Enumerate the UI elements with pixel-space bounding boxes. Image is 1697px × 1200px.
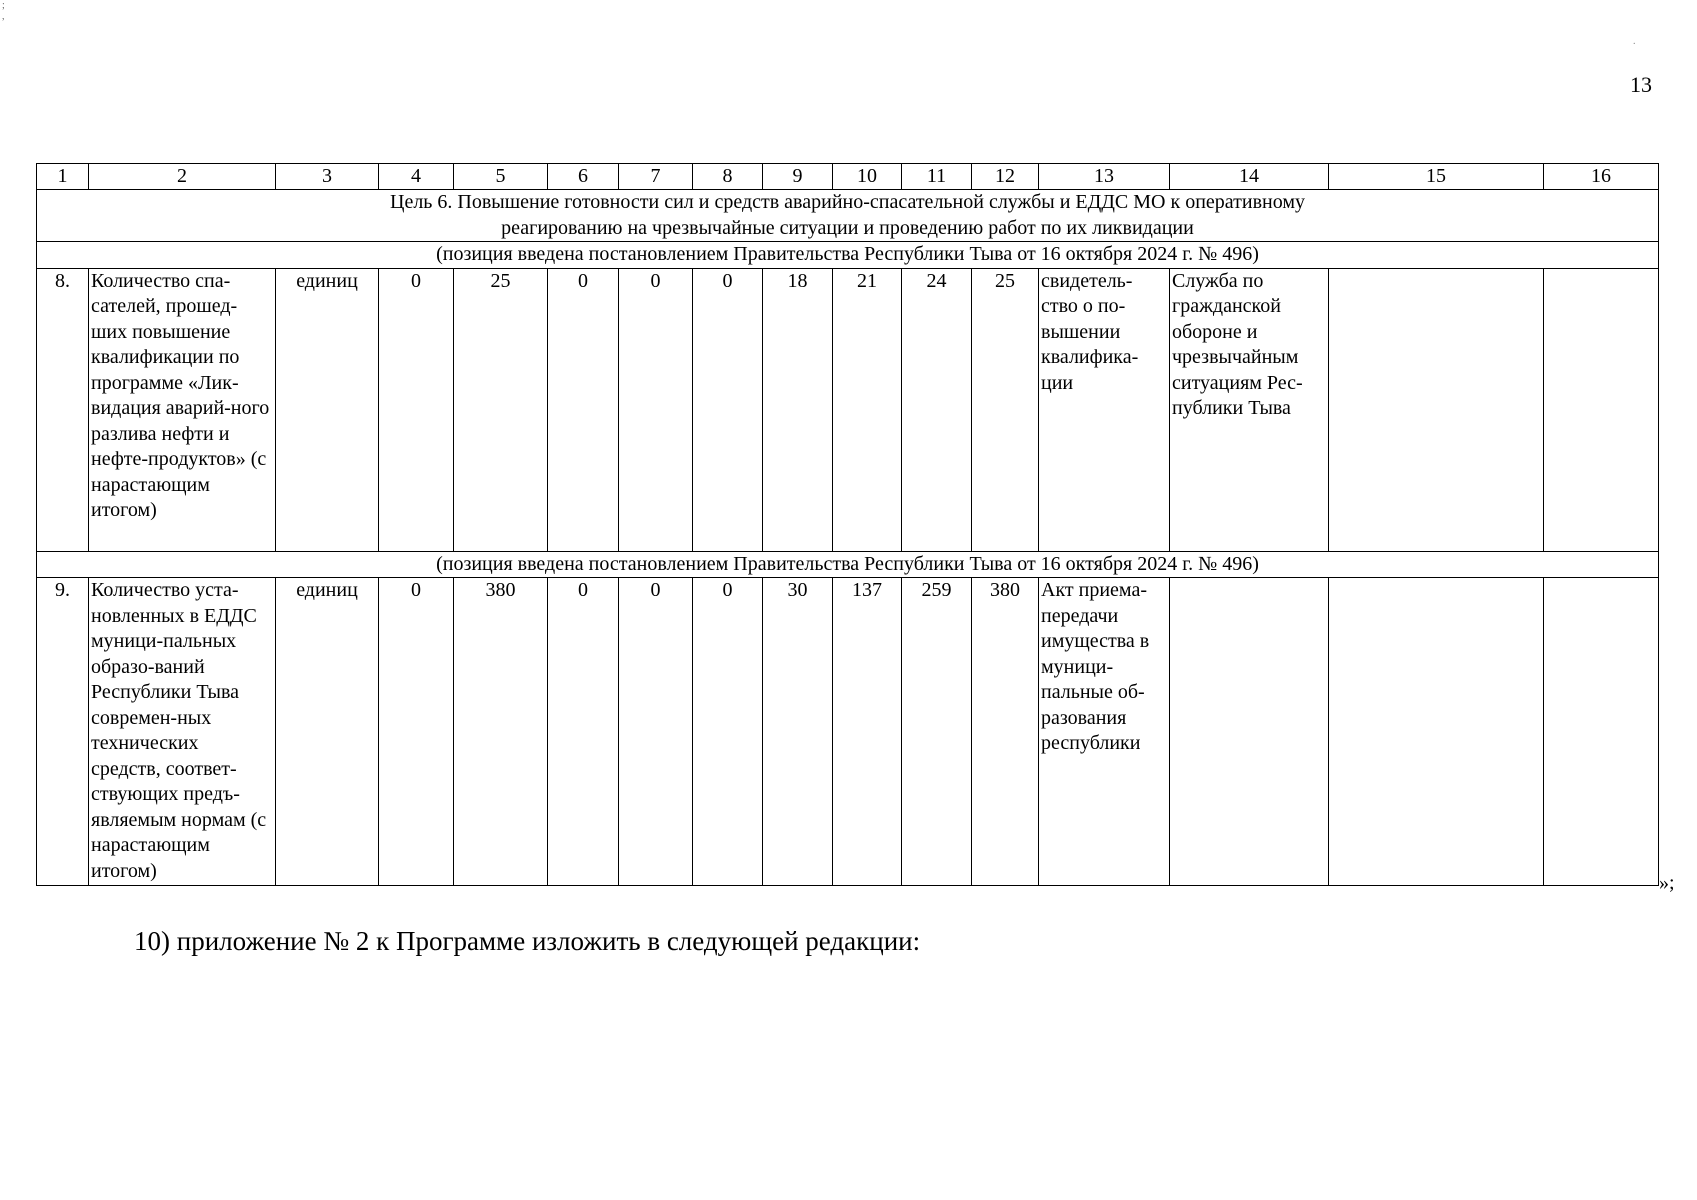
header-row <box>37 164 1659 190</box>
closing-quote: »; <box>1659 872 1675 894</box>
column-15-cell <box>1329 578 1544 886</box>
header-cell: 15 <box>1329 164 1544 190</box>
source-document: Акт приема-передачи имущества в муници-пальные об-разования республики <box>1039 578 1170 886</box>
value-cell: 0 <box>379 578 454 886</box>
table-row <box>37 268 1659 551</box>
row-number: 9. <box>37 578 89 886</box>
indicator-name: Количество спа-сателей, прошед-ших повышение квалификации по программе «Лик-видация аварий-ного разлива нефти и нефте-продуктов» (с нарастающим итогом) <box>89 268 276 551</box>
value-cell: 0 <box>379 268 454 551</box>
goal-cell <box>37 190 1659 242</box>
unit: единиц <box>276 268 379 551</box>
column-15-cell <box>1329 268 1544 551</box>
value-cell: 0 <box>693 268 763 551</box>
value-cell: 18 <box>763 268 833 551</box>
header-cell: 5 <box>454 164 548 190</box>
unit: единиц <box>276 578 379 886</box>
header-cell: 3 <box>276 164 379 190</box>
value-cell: 380 <box>454 578 548 886</box>
value-cell: 137 <box>833 578 902 886</box>
header-cell: 7 <box>619 164 693 190</box>
goal-line-1: Цель 6. Повышение готовности сил и средств аварийно-спасательной службы и ЕДДС МО к оперативному <box>390 191 1305 213</box>
value-cell: 0 <box>548 268 619 551</box>
amendment-note-row <box>37 551 1659 578</box>
page-number: 13 <box>1630 72 1652 97</box>
header-cell: 10 <box>833 164 902 190</box>
value-cell: 25 <box>454 268 548 551</box>
source-document: свидетель-ство о по-вышении квалифика-ции <box>1039 268 1170 551</box>
value-cell: 0 <box>619 268 693 551</box>
amendment-note: (позиция введена постановлением Правительства Республики Тыва от 16 октября 2024 г. № 496) <box>37 242 1659 269</box>
indicator-name: Количество уста-новленных в ЕДДС муници-пальных образо-ваний Республики Тыва современ-ных технических средств, соответ-ствующих предъ-являемым нормам (с нарастающим итогом) <box>89 578 276 886</box>
scan-dot: . <box>1633 36 1636 47</box>
header-cell: 6 <box>548 164 619 190</box>
goal-line-2: реагированию на чрезвычайные ситуации и проведению работ по их ликвидации <box>501 216 1194 239</box>
row-number: 8. <box>37 268 89 551</box>
goal-row <box>37 190 1659 242</box>
value-cell: 380 <box>972 578 1039 886</box>
program-indicators-table <box>36 163 1659 886</box>
responsible-body: Служба по гражданской обороне и чрезвычайным ситуациям Рес-публики Тыва <box>1170 268 1329 551</box>
header-cell: 13 <box>1039 164 1170 190</box>
header-cell: 9 <box>763 164 833 190</box>
body-paragraph: 10) приложение № 2 к Программе изложить в следующей редакции: <box>134 926 921 956</box>
value-cell: 0 <box>693 578 763 886</box>
table-row <box>37 578 1659 886</box>
header-cell: 11 <box>902 164 972 190</box>
header-cell: 14 <box>1170 164 1329 190</box>
responsible-body <box>1170 578 1329 886</box>
header-cell: 1 <box>37 164 89 190</box>
header-cell: 12 <box>972 164 1039 190</box>
value-cell: 30 <box>763 578 833 886</box>
value-cell: 259 <box>902 578 972 886</box>
value-cell: 0 <box>548 578 619 886</box>
value-cell: 24 <box>902 268 972 551</box>
value-cell: 21 <box>833 268 902 551</box>
amendment-note-row <box>37 242 1659 269</box>
column-16-cell <box>1544 268 1659 551</box>
header-cell: 8 <box>693 164 763 190</box>
header-cell: 2 <box>89 164 276 190</box>
scan-artifact: ; , <box>2 0 5 22</box>
column-16-cell <box>1544 578 1659 886</box>
value-cell: 0 <box>619 578 693 886</box>
header-cell: 16 <box>1544 164 1659 190</box>
value-cell: 25 <box>972 268 1039 551</box>
header-cell: 4 <box>379 164 454 190</box>
amendment-note: (позиция введена постановлением Правительства Республики Тыва от 16 октября 2024 г. № 496) <box>37 551 1659 578</box>
